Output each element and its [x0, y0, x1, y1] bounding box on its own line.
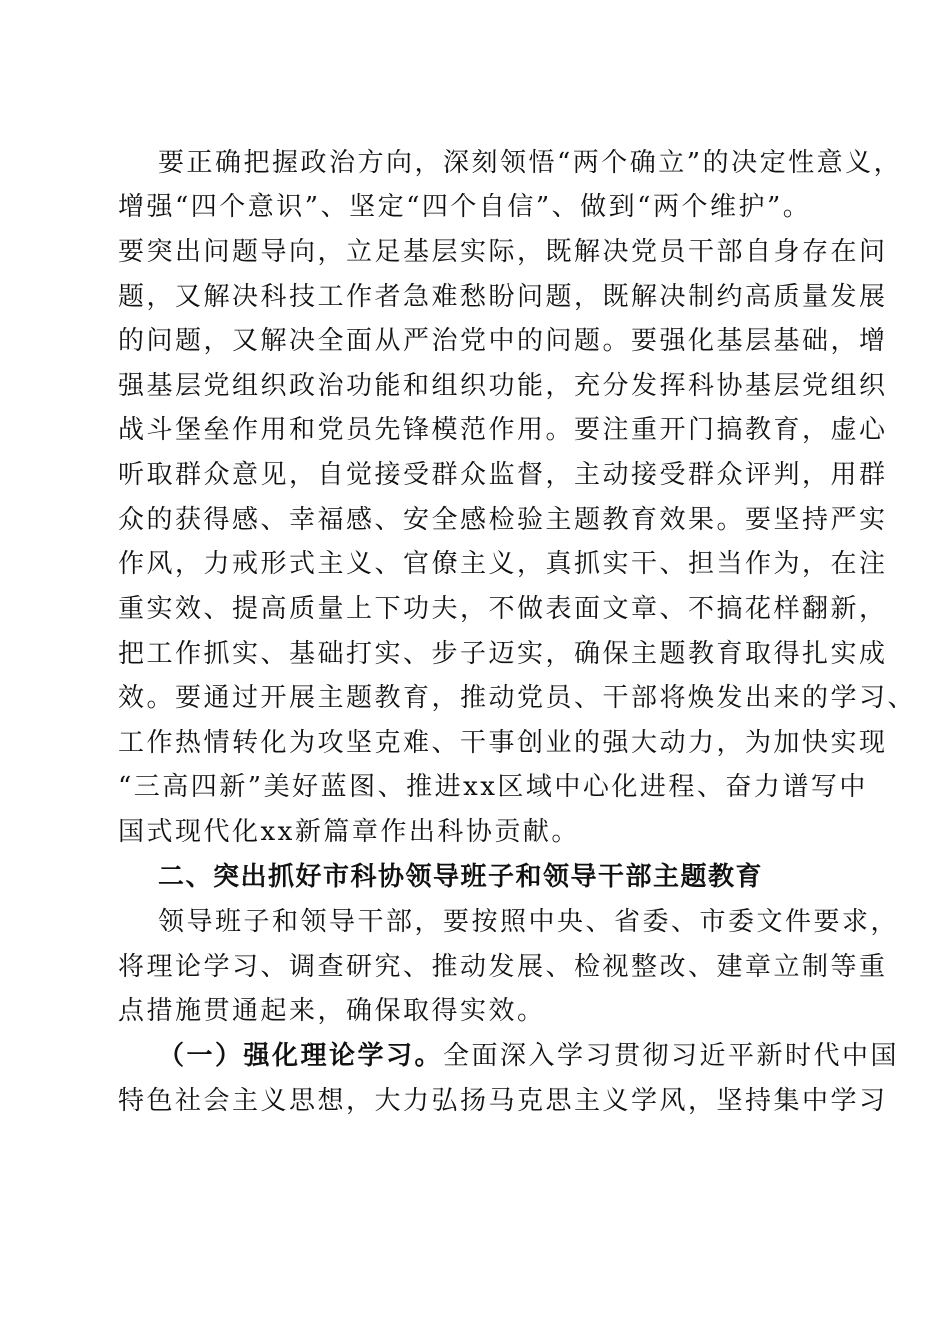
- paragraph-line: 特色社会主义思想，大力弘扬马克思主义学风，坚持集中学习: [118, 1086, 888, 1116]
- paragraph-line: 工作热情转化为攻坚克难、干事创业的强大动力，为加快实现: [118, 728, 888, 758]
- section-heading: 二、突出抓好市科协领导班子和领导干部主题教育: [158, 862, 764, 892]
- paragraph-line: “三高四新”美好蓝图、推进xx区域中心化进程、奋力谱写中: [118, 772, 868, 802]
- paragraph-line: 增强“四个意识”、坚定“四个自信”、做到“两个维护”。: [118, 192, 812, 222]
- paragraph-line: 强基层党组织政治功能和组织功能，充分发挥科协基层党组织: [118, 371, 888, 401]
- subsection-text: 全面深入学习贯彻习近平新时代中国: [443, 1041, 900, 1071]
- paragraph-line: 的问题，又解决全面从严治党中的问题。要强化基层基础，增: [118, 326, 888, 356]
- paragraph-line: 将理论学习、调查研究、推动发展、检视整改、建章立制等重: [118, 952, 888, 982]
- subsection-line: [158, 1038, 899, 1074]
- paragraph-line: 重实效、提高质量上下功夫，不做表面文章、不搞花样翻新，: [118, 594, 888, 624]
- paragraph-line: 要突出问题导向，立足基层实际，既解决党员干部自身存在问: [118, 237, 888, 267]
- paragraph-line: 战斗堡垒作用和党员先锋模范作用。要注重开门搞教育，虚心: [118, 415, 888, 445]
- paragraph-line: 听取群众意见，自觉接受群众监督，主动接受群众评判，用群: [118, 460, 888, 490]
- subsection-lead: （一）强化理论学习。: [158, 1041, 444, 1071]
- paragraph-line: 领导班子和领导干部，要按照中央、省委、市委文件要求，: [158, 907, 900, 937]
- paragraph-line: 点措施贯通起来，确保取得实效。: [118, 996, 546, 1026]
- paragraph-line: 作风，力戒形式主义、官僚主义，真抓实干、担当作为，在注: [118, 549, 888, 579]
- paragraph-line: 题，又解决科技工作者急难愁盼问题，既解决制约高质量发展: [118, 282, 888, 312]
- paragraph-line: 要正确把握政治方向，深刻领悟“两个确立”的决定性意义，: [158, 148, 903, 178]
- paragraph-line: 效。要通过开展主题教育，推动党员、干部将焕发出来的学习、: [118, 683, 917, 713]
- paragraph-line: 国式现代化xx新篇章作出科协贡献。: [118, 817, 580, 847]
- paragraph-line: 众的获得感、幸福感、安全感检验主题教育效果。要坚持严实: [118, 505, 888, 535]
- paragraph-line: 把工作抓实、基础打实、步子迈实，确保主题教育取得扎实成: [118, 639, 888, 669]
